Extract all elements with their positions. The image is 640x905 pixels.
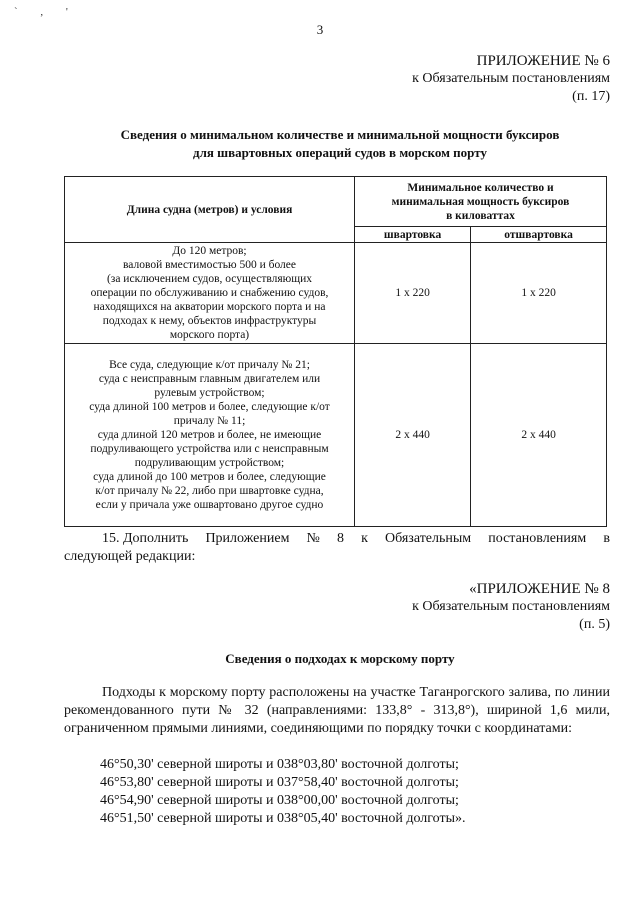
item15-word: постановлениям — [488, 531, 587, 546]
condition-line: подруливающего устройства или с неисправным — [90, 443, 329, 455]
table-row — [65, 243, 607, 344]
coordinates-list — [100, 756, 466, 828]
appendix8-header — [412, 580, 610, 634]
item15-line2: следующей редакции: — [64, 549, 196, 564]
group-header-line: в киловаттах — [446, 209, 515, 222]
condition-line: Все суда, следующие к/от причалу № 21; — [109, 359, 310, 371]
group-header-line: Минимальное количество и — [407, 181, 554, 194]
tugboat-table — [64, 176, 607, 527]
coordinate-line: 46°53,80' северной широты и 037°58,40' восточной долготы; — [100, 775, 459, 790]
col-header-unmooring: отшвартовка — [471, 227, 607, 243]
condition-line: операции по обслуживанию и снабжению судов, — [90, 287, 329, 299]
condition-line: рулевым устройством; — [154, 387, 265, 399]
appendix6-heading: ПРИЛОЖЕНИЕ № 6 — [476, 53, 610, 69]
condition-line: подруливающим устройством; — [134, 457, 285, 469]
approaches-paragraph: Подходы к морскому порту расположены на участке Таганрогского залива, по линии рекомендованного пути № 32 (направлениями: 133,8° - 313,8°), шириной 1,6 мили, ограниченном прямыми линиями, соединяющими по порядку точки с координатами: — [64, 685, 610, 736]
condition-line: к/от причалу № 22, либо при швартовке судна, — [95, 485, 324, 497]
condition-line: суда длиной 100 метров и более, следующие к/от — [89, 401, 330, 413]
item15-word: Обязательным — [384, 531, 472, 546]
unmooring-value: 1 х 220 — [471, 243, 607, 344]
item15-line1 — [64, 530, 610, 548]
approaches-title: Сведения о подходах к морскому порту — [225, 651, 455, 666]
item15-paragraph — [64, 530, 610, 566]
table-row — [65, 344, 607, 527]
page-number: 3 — [316, 22, 324, 37]
appendix6-subtitle: к Обязательным постановлениям — [412, 71, 610, 86]
condition-line: находящихся на акватории морского порта и на — [93, 301, 326, 313]
conditions-cell — [65, 344, 355, 527]
col-header-mooring: швартовка — [355, 227, 471, 243]
group-header-line: минимальная мощность буксиров — [391, 195, 570, 208]
tow-title-line1: Сведения о минимальном количестве и минимальной мощности буксиров — [120, 127, 560, 142]
coordinate-line: 46°50,30' северной широты и 038°03,80' восточной долготы; — [100, 757, 459, 772]
condition-line: причалу № 11; — [173, 415, 246, 427]
condition-line: морского порта) — [169, 329, 250, 341]
item15-word: к — [361, 531, 368, 546]
condition-line: суда длиной до 100 метров и более, следующие — [93, 471, 326, 483]
item15-word: 8 — [336, 531, 344, 546]
appendix6-clause: (п. 17) — [572, 89, 610, 104]
appendix6-header — [412, 52, 610, 106]
condition-line: До 120 метров; — [172, 245, 247, 257]
condition-line: валовой вместимостью 500 и более — [123, 259, 296, 271]
appendix8-subtitle: к Обязательным постановлениям — [412, 599, 610, 614]
appendix8-clause: (п. 5) — [579, 617, 610, 632]
coordinate-line: 46°51,50' северной широты и 038°05,40' восточной долготы». — [100, 811, 466, 826]
tow-section-title — [60, 126, 620, 162]
mooring-value: 1 х 220 — [355, 243, 471, 344]
col-header-length-conditions: Длина судна (метров) и условия — [65, 177, 355, 243]
condition-line: (за исключением судов, осуществляющих — [106, 273, 313, 285]
condition-line: суда с неисправным главным двигателем или — [98, 373, 321, 385]
unmooring-value: 2 х 440 — [471, 344, 607, 527]
col-header-minimum-power — [355, 177, 607, 227]
conditions-cell — [65, 243, 355, 344]
item15-word: Приложением — [205, 531, 290, 546]
item15-word: в — [603, 531, 610, 546]
item15-word: № — [306, 531, 320, 546]
coordinate-line: 46°54,90' северной широты и 038°00,00' восточной долготы; — [100, 793, 459, 808]
appendix8-heading: «ПРИЛОЖЕНИЕ № 8 — [469, 581, 610, 597]
mooring-value: 2 х 440 — [355, 344, 471, 527]
condition-line: если у причала уже ошвартовано другое судно — [95, 499, 324, 511]
item15-word: 15. Дополнить — [102, 531, 189, 546]
tow-title-line2: для швартовных операций судов в морском порту — [193, 145, 487, 160]
condition-line: подходах к нему, объектов инфраструктуры — [102, 315, 317, 327]
condition-line: суда длиной 120 метров и более, не имеющие — [97, 429, 322, 441]
scan-specks: ` , ' — [14, 6, 78, 18]
